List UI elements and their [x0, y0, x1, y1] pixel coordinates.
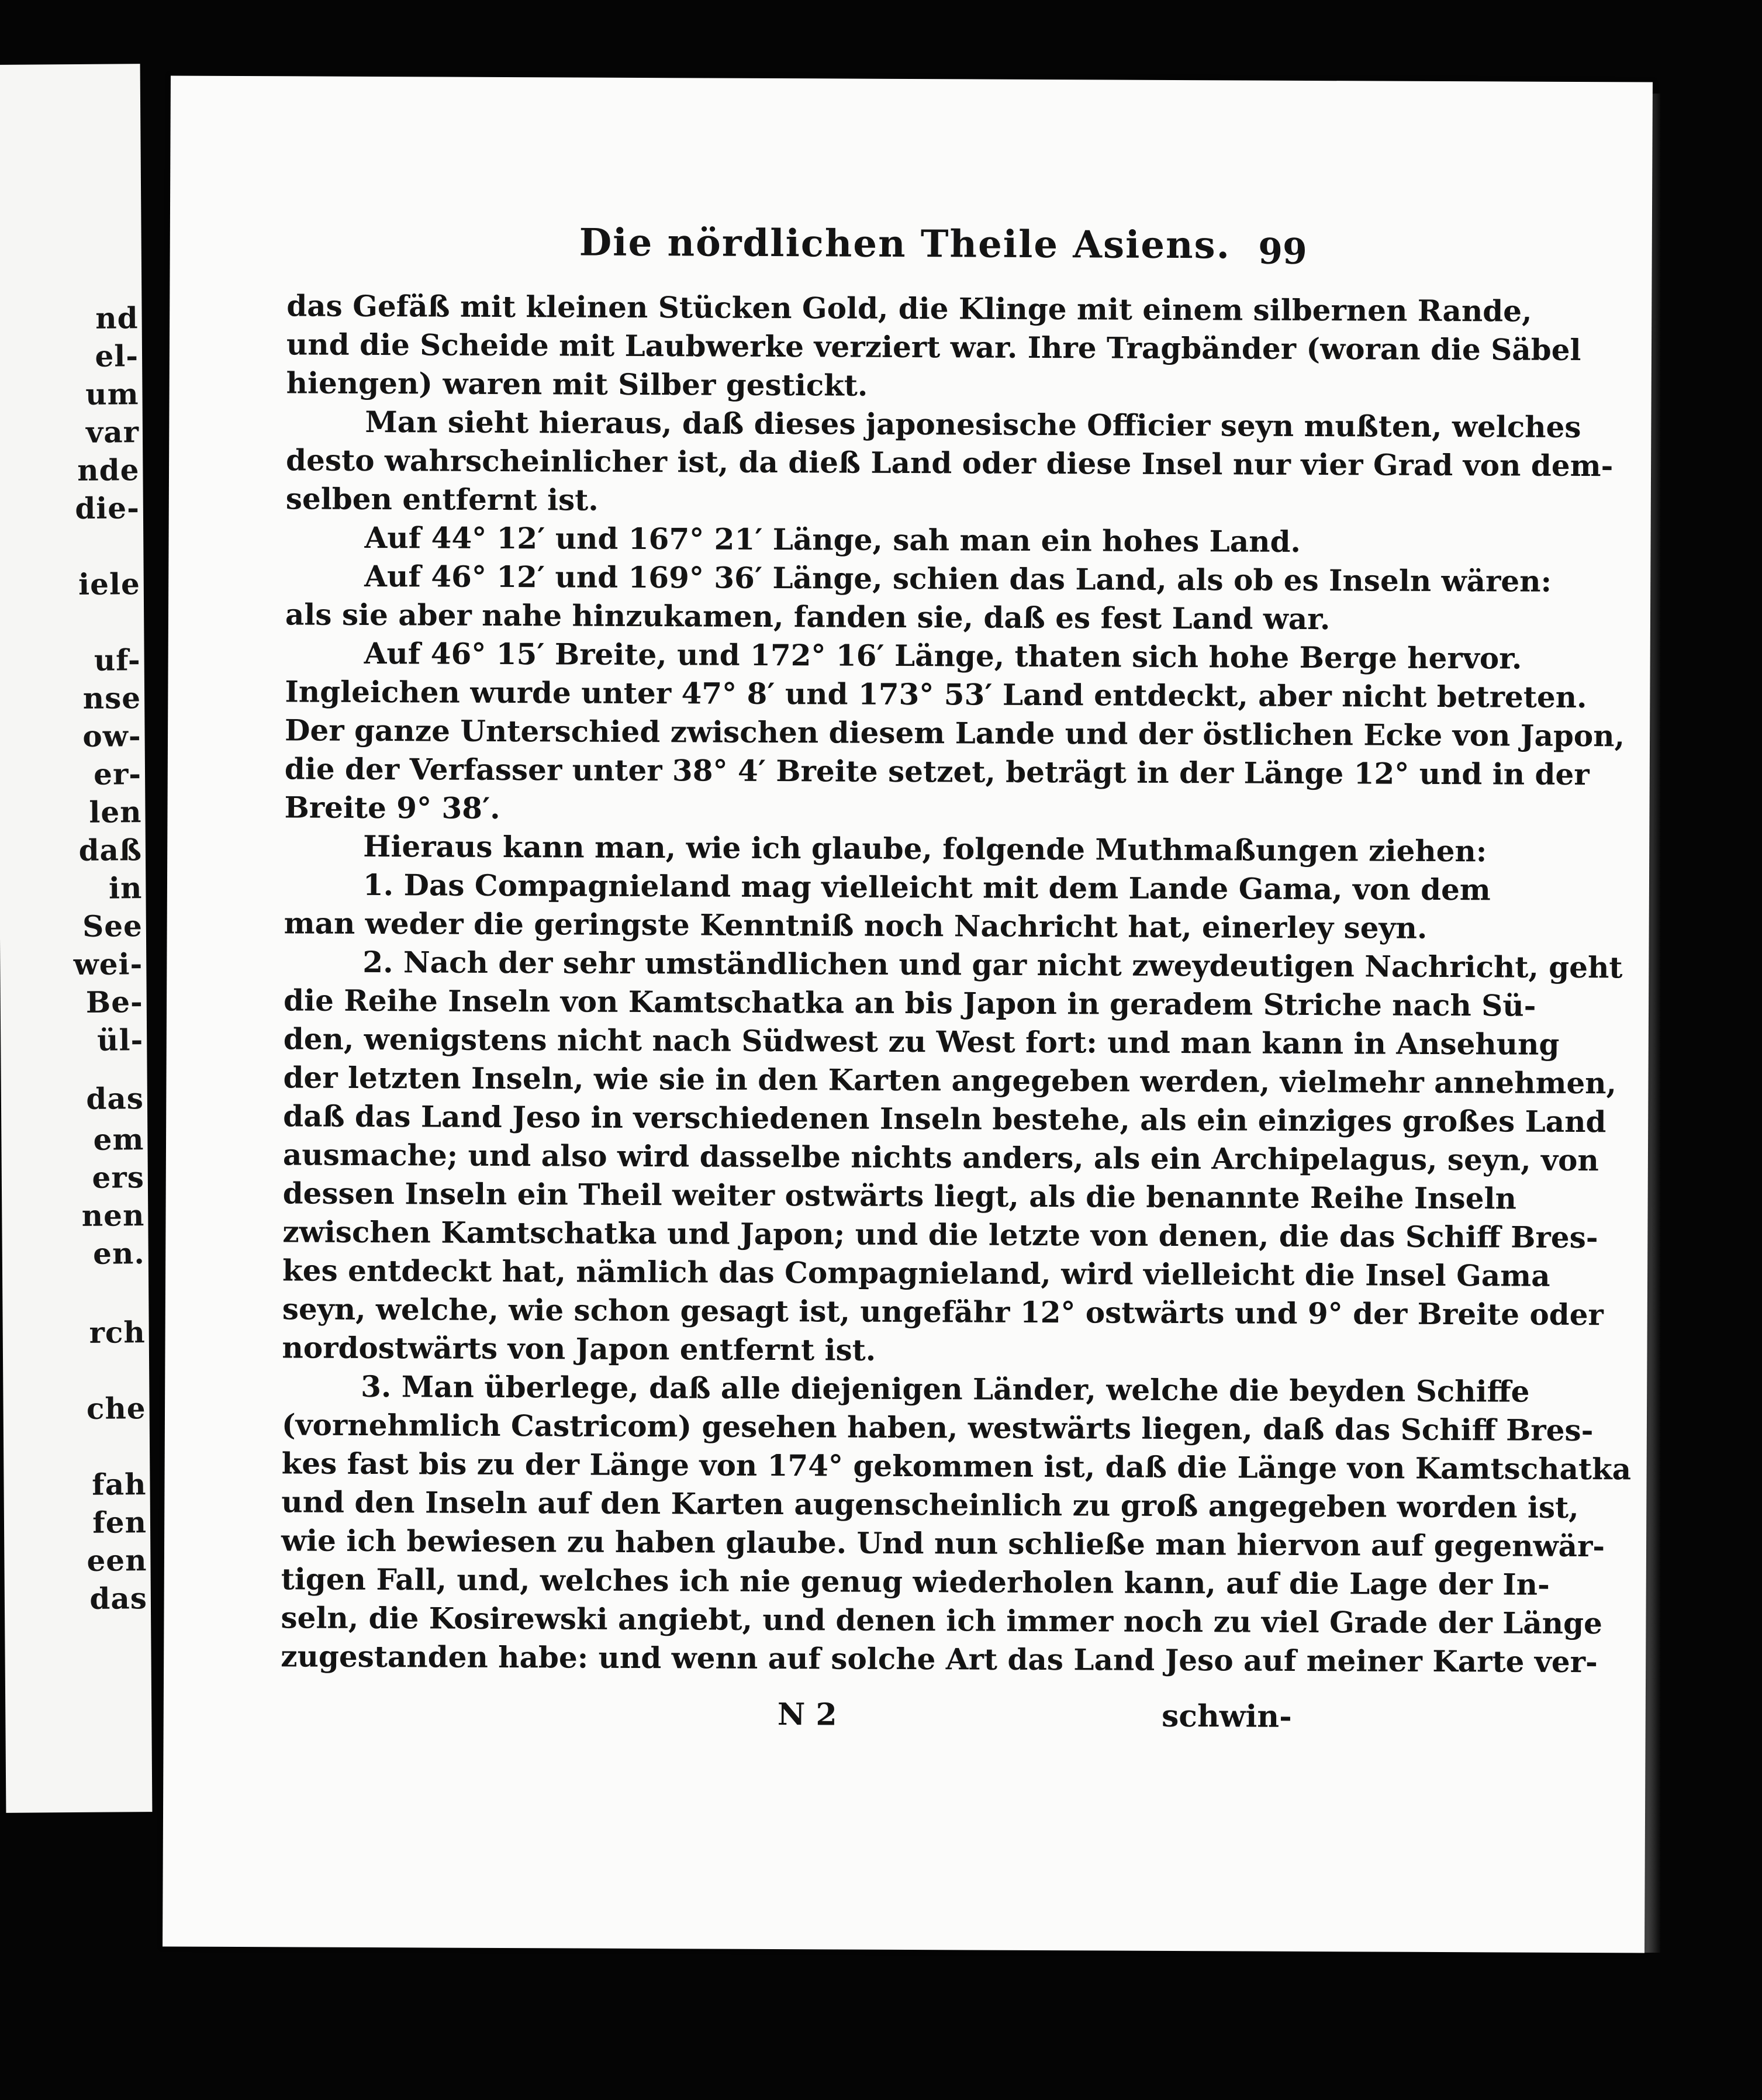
left-fragment: das	[89, 1581, 148, 1616]
text-line: Auf 46° 12′ und 169° 36′ Länge, schien das Land, als ob es Inseln wären:	[364, 558, 1552, 599]
signature-mark: N 2	[777, 1697, 837, 1733]
text-line: kes entdeckt hat, nämlich das Compagnieland, wird vielleicht die Insel Gama	[282, 1253, 1550, 1293]
text-line: und den Inseln auf den Karten augenscheinlich zu groß angegeben worden ist,	[281, 1484, 1579, 1525]
text-line: 1. Das Compagnieland mag vielleicht mit dem Lande Gama, von dem	[362, 867, 1491, 907]
text-line: dessen Inseln ein Theil weiter ostwärts liegt, als die benannte Reihe Inseln	[282, 1176, 1517, 1216]
left-fragment: fah	[92, 1467, 147, 1502]
left-fragment: nde	[77, 453, 140, 488]
text-line: seln, die Kosirewski angiebt, und denen ich immer noch zu viel Grade der Länge	[281, 1600, 1603, 1641]
text-line: (vornehmlich Castricom) gesehen haben, westwärts liegen, daß das Schiff Bres-	[281, 1407, 1594, 1448]
left-fragment: el-	[95, 339, 139, 374]
left-fragment: in	[108, 871, 143, 906]
text-line: selben entfernt ist.	[285, 481, 599, 517]
text-line: man weder die geringste Kenntniß noch Nachricht hat, einerley seyn.	[284, 906, 1428, 945]
text-line: tigen Fall, und, welches ich nie genug wiederholen kann, auf die Lage der In-	[281, 1562, 1550, 1602]
text-line: zugestanden habe: und wenn auf solche Art das Land Jeso auf meiner Karte ver-	[281, 1639, 1598, 1680]
text-line: 3. Man überlege, daß alle diejenigen Länder, welche die beyden Schiffe	[361, 1369, 1530, 1409]
text-line: als sie aber nahe hinzukamen, fanden sie, daß es fest Land war.	[285, 597, 1331, 637]
left-fragment: wei-	[73, 947, 143, 982]
left-fragment: daß	[78, 833, 143, 868]
text-line: Breite 9° 38′.	[284, 790, 500, 826]
text-line: zwischen Kamtschatka und Japon; und die letzte von denen, die das Schiff Bres-	[282, 1214, 1598, 1255]
running-head: Die nördlichen Theile Asiens.	[579, 220, 1231, 268]
left-fragment: ow-	[82, 719, 141, 754]
text-line: kes fast bis zu der Länge von 174° gekommen ist, daß die Länge von Kamtschatka	[281, 1446, 1632, 1487]
text-line: der letzten Inseln, wie sie in den Karten angegeben werden, vielmehr annehmen,	[283, 1060, 1617, 1101]
left-fragment: See	[82, 909, 143, 944]
text-line: die Reihe Inseln von Kamtschatka an bis Japon in geradem Striche nach Sü-	[283, 983, 1536, 1023]
book-page	[163, 75, 1653, 1953]
text-line: desto wahrscheinlicher ist, da dieß Land oder diese Insel nur vier Grad von dem-	[285, 443, 1614, 483]
text-line: hiengen) waren mit Silber gestickt.	[286, 365, 868, 403]
page-number: 99	[1258, 231, 1307, 272]
left-fragment: die-	[75, 491, 140, 526]
text-line: daß das Land Jeso in verschiedenen Inseln bestehe, als ein einziges großes Land	[283, 1099, 1606, 1139]
text-line: Auf 46° 15′ Breite, und 172° 16′ Länge, thaten sich hohe Berge hervor.	[364, 635, 1522, 676]
text-line: den, wenigstens nicht nach Südwest zu West fort: und man kann in Ansehung	[283, 1021, 1560, 1062]
text-line: Hieraus kann man, wie ich glaube, folgende Muthmaßungen ziehen:	[363, 828, 1487, 869]
text-line: und die Scheide mit Laubwerke verziert war. Ihre Tragbänder (woran die Säbel	[286, 327, 1581, 368]
left-fragment: nse	[82, 681, 141, 716]
left-fragment: uf-	[94, 643, 141, 678]
left-fragment: ül-	[96, 1023, 144, 1058]
left-fragment: em	[93, 1122, 144, 1157]
left-fragment: iele	[78, 567, 140, 602]
left-fragment: um	[85, 377, 139, 412]
text-line: die der Verfasser unter 38° 4′ Breite setzet, beträgt in der Länge 12° und in der	[284, 751, 1590, 792]
text-line: Ingleichen wurde unter 47° 8′ und 173° 53′ Land entdeckt, aber nicht betreten.	[285, 674, 1587, 715]
left-fragment: en.	[92, 1236, 145, 1271]
left-fragment: er-	[93, 757, 142, 792]
text-line: ausmache; und also wird dasselbe nichts anders, als ein Archipelagus, seyn, von	[282, 1137, 1599, 1178]
text-line: 2. Nach der sehr umständlichen und gar nicht zweydeutigen Nachricht, geht	[362, 944, 1623, 985]
left-fragment: che	[86, 1391, 146, 1426]
catchword: schwin-	[1161, 1698, 1292, 1735]
left-fragment: een	[87, 1543, 147, 1578]
left-page-edge	[0, 64, 152, 1813]
left-fragment: fen	[92, 1505, 147, 1540]
page-text	[281, 220, 1632, 1750]
left-fragment: das	[86, 1081, 144, 1116]
left-fragment: rch	[89, 1315, 146, 1350]
page-footer	[281, 1681, 1292, 1750]
text-line: das Gefäß mit kleinen Stücken Gold, die Klinge mit einem silbernen Rande,	[286, 288, 1532, 329]
left-fragment: nen	[81, 1198, 145, 1233]
left-fragment: Be-	[85, 985, 143, 1020]
left-fragment: ers	[92, 1160, 145, 1195]
text-line: Auf 44° 12′ und 167° 21′ Länge, sah man ein hohes Land.	[364, 520, 1301, 559]
text-line: nordostwärts von Japon entfernt ist.	[282, 1330, 876, 1367]
text-line: wie ich bewiesen zu haben glaube. Und nun schließe man hiervon auf gegenwär-	[281, 1523, 1605, 1564]
text-line: Der ganze Unterschied zwischen diesem Lande und der östlichen Ecke von Japon,	[284, 713, 1625, 754]
text-line: Man sieht hieraus, daß dieses japonesische Officier seyn mußten, welches	[365, 404, 1581, 445]
page-header	[286, 220, 1307, 291]
left-fragment: len	[89, 795, 142, 830]
text-line: seyn, welche, wie schon gesagt ist, ungefähr 12° ostwärts und 9° der Breite oder	[282, 1291, 1604, 1332]
left-fragment: var	[85, 415, 140, 450]
left-fragment: nd	[95, 301, 139, 336]
